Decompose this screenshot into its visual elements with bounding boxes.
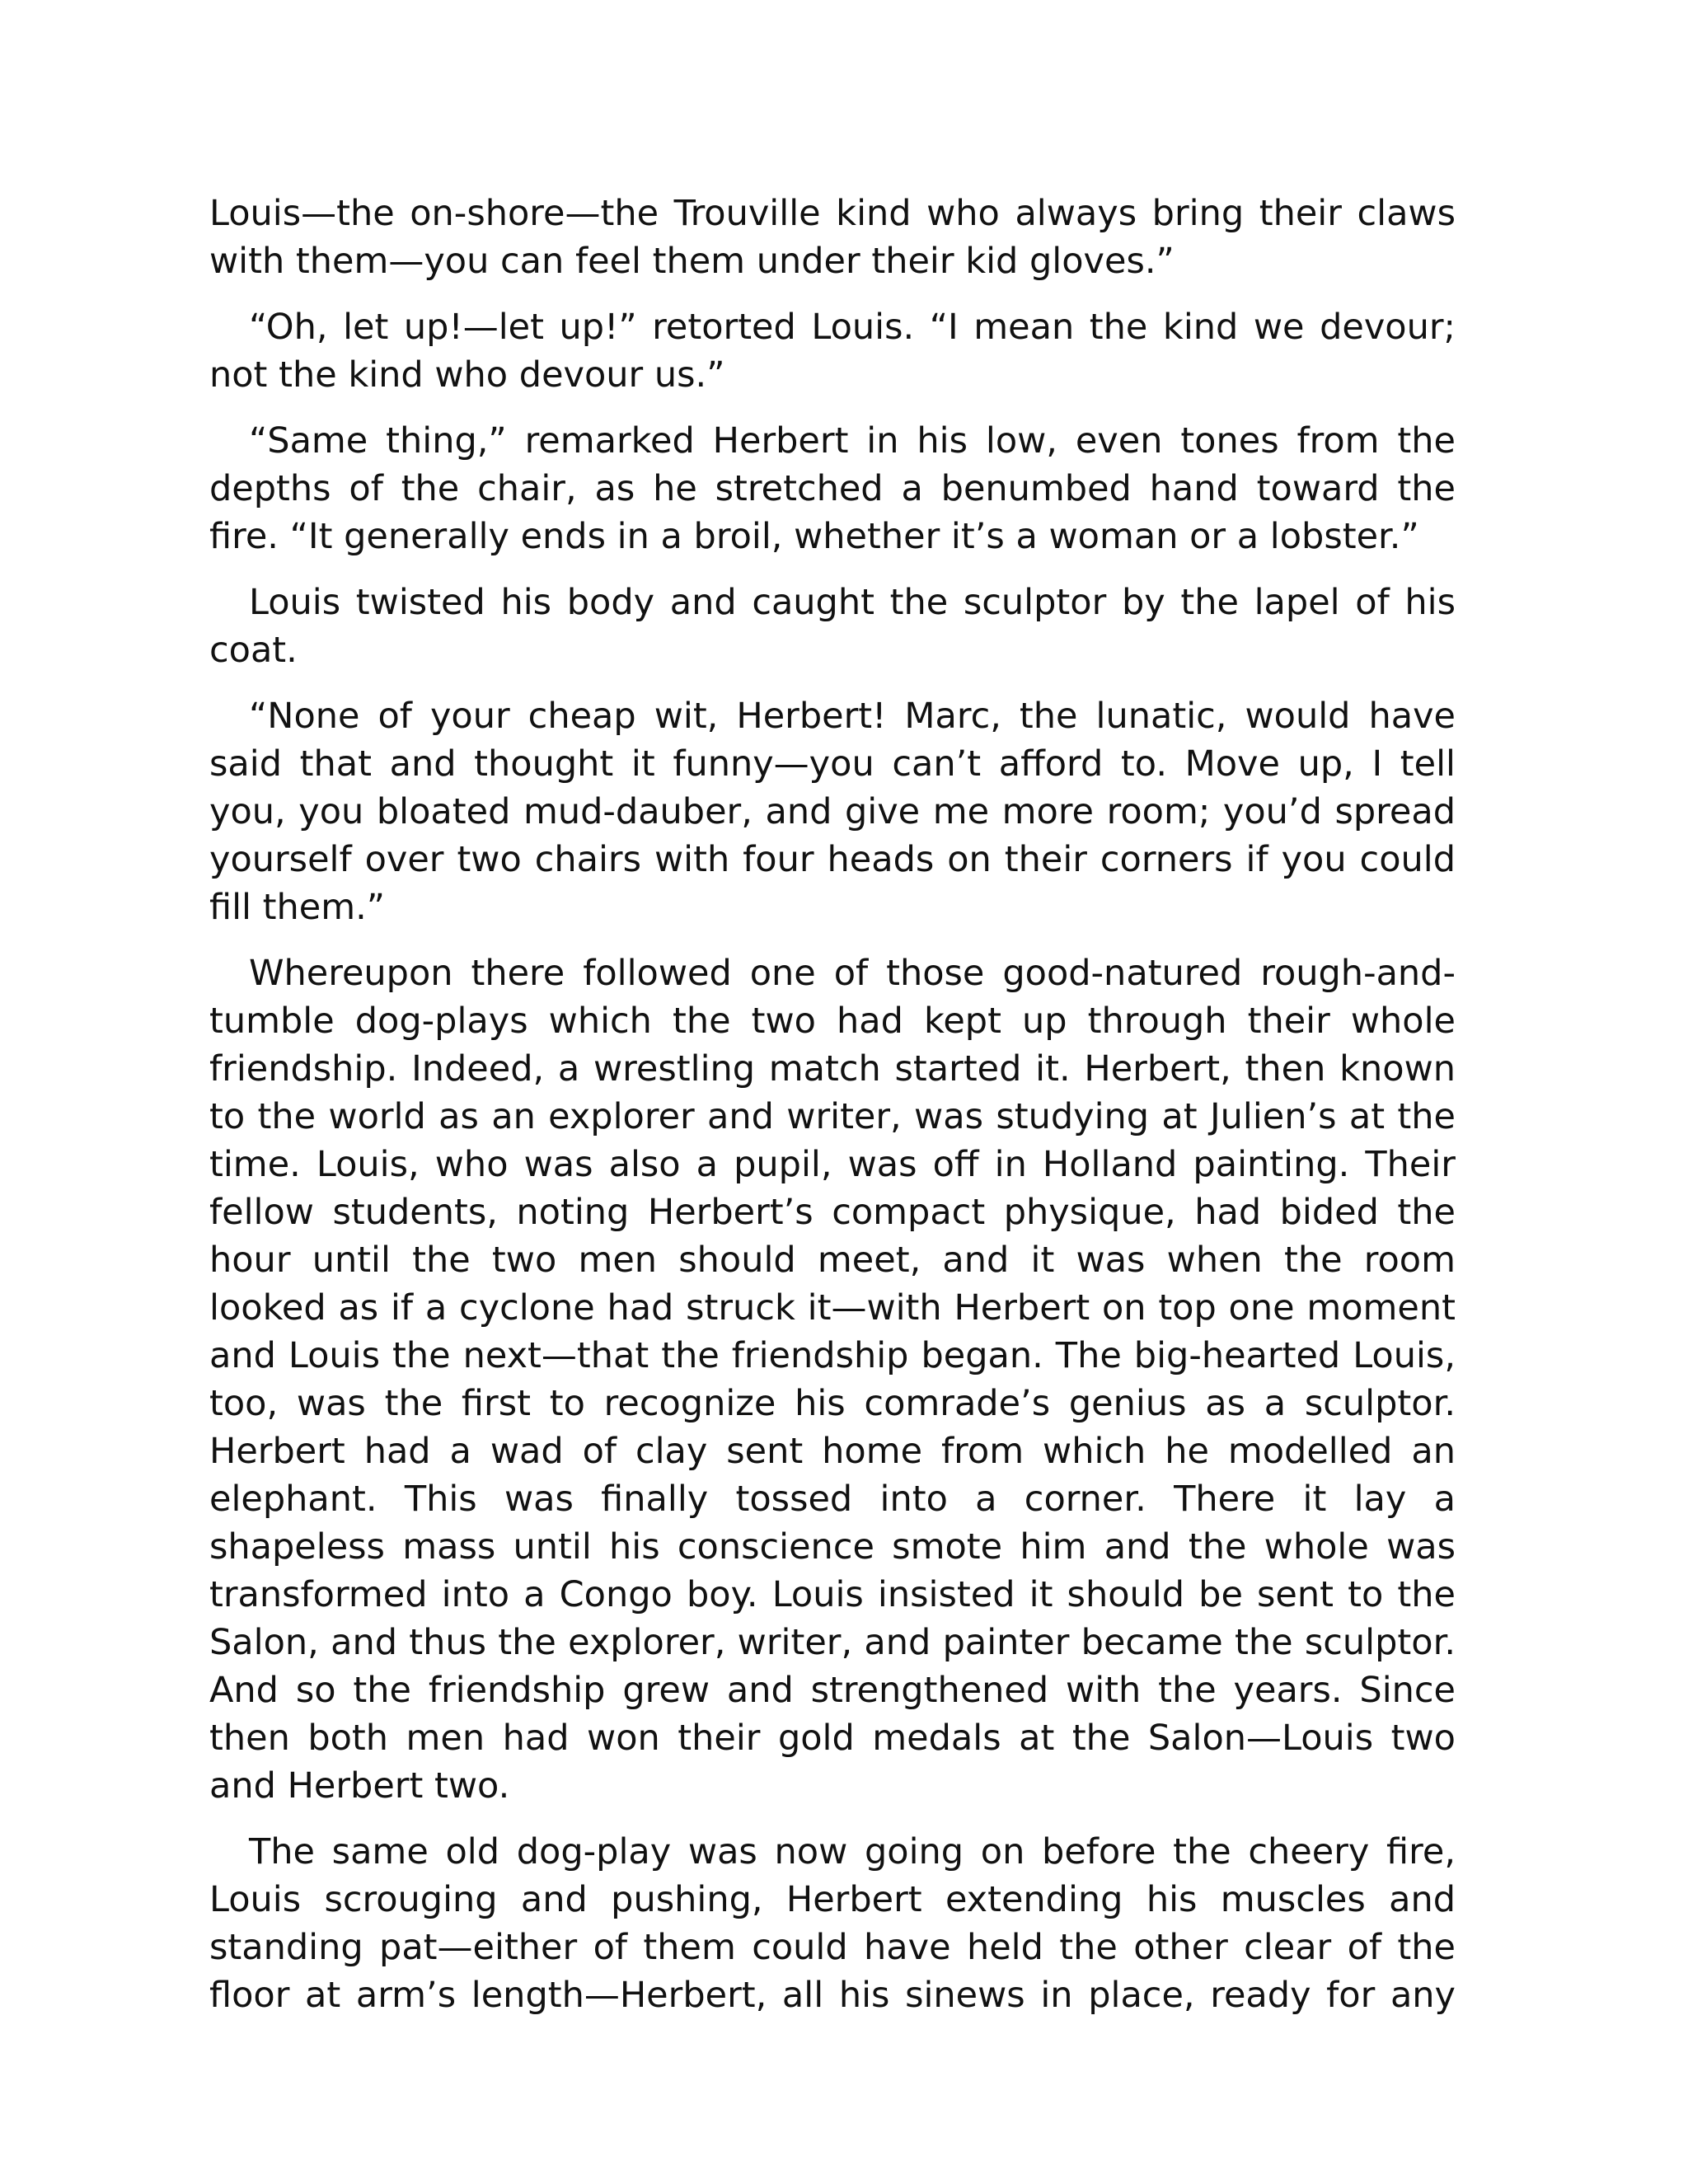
paragraph-3: “Same thing,” remarked Herbert in his low, even tones from the depths of the chair, as he stretched a benumbed hand toward the fire. “It generally ends in a broil, whether it’s a woman or a lobster.” [209,420,1456,557]
paragraph-1: Louis—the on-shore—the Trouville kind who always bring their claws with them—you can feel them under their kid gloves.” [209,193,1456,282]
book-page [209,190,1456,2019]
paragraph-5: “None of your cheap wit, Herbert! Marc, the lunatic, would have said that and thought it funny—you can’t afford to. Move up, I tell you, you bloated mud-dauber, and give me more room; you’d spread yourself over two chairs with four heads on their corners if you could fill them.” [209,696,1456,928]
paragraph-4: Louis twisted his body and caught the sculptor by the lapel of his coat. [209,582,1456,671]
paragraph-2: “Oh, let up!—let up!” retorted Louis. “I mean the kind we devour; not the kind who devour us.” [209,307,1456,396]
paragraph-7: The same old dog-play was now going on before the cheery fire, Louis scrouging and pushing, Herbert extending his muscles and standing pat—either of them could have held the other clear of the floor at arm’s length—Herbert, all his sinews in place, ready for any [209,1831,1456,2016]
paragraph-6: Whereupon there followed one of those good-natured rough-and-tumble dog-plays which the two had kept up through their whole friendship. Indeed, a wrestling match started it. Herbert, then known to the world as an explorer and writer, was studying at Julien’s at the time. Louis, who was also a pupil, was off in Holland painting. Their fellow students, noting Herbert’s compact physique, had bided the hour until the two men should meet, and it was when the room looked as if a cyclone had struck it—with Herbert on top one moment and Louis the next—that the friendship began. The big-hearted Louis, too, was the first to recognize his comrade’s genius as a sculptor. Herbert had a wad of clay sent home from which he modelled an elephant. This was finally tossed into a corner. There it lay a shapeless mass until his conscience smote him and the whole was transformed into a Congo boy. Louis insisted it should be sent to the Salon, and thus the explorer, writer, and painter became the sculptor. And so the friendship grew and strengthened with the years. Since then both men had won their gold medals at the Salon—Louis two and Herbert two. [209,953,1456,1807]
